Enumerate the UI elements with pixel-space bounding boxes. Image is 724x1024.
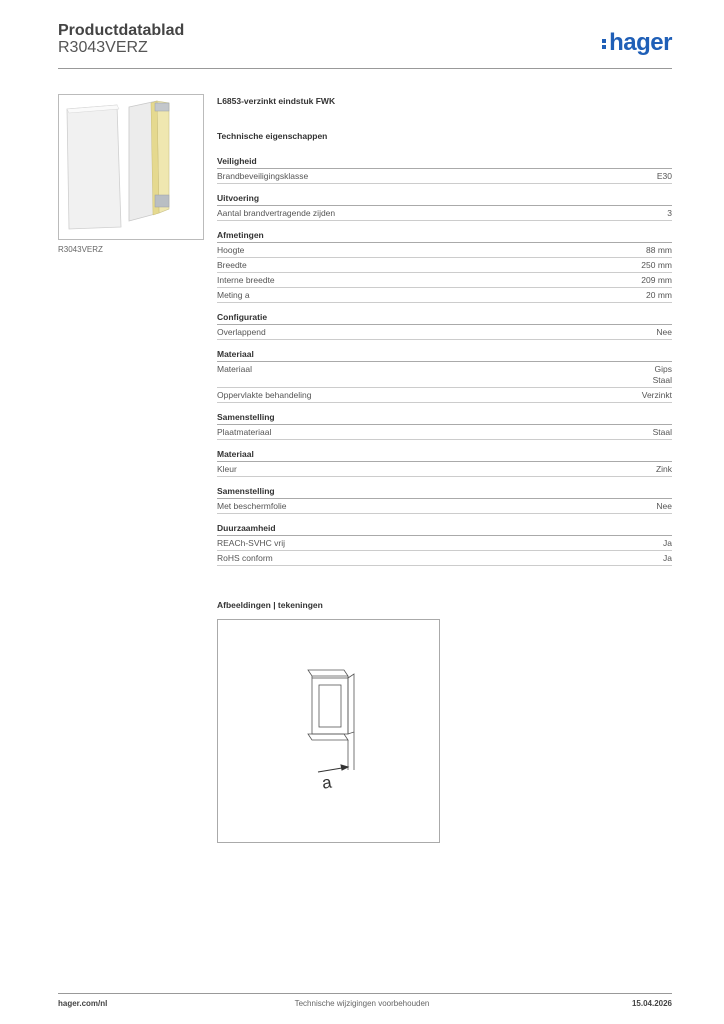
- property-label: Kleur: [217, 464, 237, 474]
- hager-logo: [602, 29, 672, 57]
- property-value-line: Nee: [656, 501, 672, 511]
- footer-website-link[interactable]: hager.com/nl: [58, 999, 108, 1008]
- property-label: Brandbeveiligingsklasse: [217, 171, 309, 181]
- property-label: Interne breedte: [217, 275, 275, 285]
- property-value-line: Staal: [652, 375, 672, 385]
- property-value-line: Gips: [654, 364, 672, 374]
- photo-caption: R3043VERZ: [58, 245, 103, 254]
- property-row: [217, 243, 672, 258]
- property-label: Breedte: [217, 260, 247, 270]
- technical-properties-heading: Technische eigenschappen: [217, 131, 328, 141]
- property-value-line: 20 mm: [646, 290, 672, 300]
- property-value-line: Ja: [663, 553, 672, 563]
- logo-dots-icon: [602, 37, 606, 51]
- property-section: [217, 156, 672, 184]
- property-row: [217, 169, 672, 184]
- property-value-line: Verzinkt: [641, 390, 672, 400]
- property-row: [217, 425, 672, 440]
- property-row: [217, 288, 672, 303]
- logo-text: hager: [609, 29, 672, 56]
- product-name: L6853-verzinkt eindstuk FWK: [217, 96, 336, 106]
- property-section: [217, 486, 672, 514]
- product-photo-image: [59, 95, 203, 239]
- product-photo: [58, 94, 204, 240]
- section-heading: Samenstelling: [217, 486, 672, 499]
- footer-date: 15.04.2026: [631, 999, 672, 1008]
- property-value-line: 3: [667, 208, 672, 218]
- property-value-line: Ja: [663, 538, 672, 548]
- header-divider: [58, 68, 672, 69]
- property-row: [217, 273, 672, 288]
- section-heading: Veiligheid: [217, 156, 672, 169]
- property-value: [663, 538, 672, 549]
- property-value: [646, 245, 672, 256]
- property-row: [217, 551, 672, 566]
- property-section: [217, 523, 672, 566]
- property-label: Overlappend: [217, 327, 266, 337]
- property-label: Oppervlakte behandeling: [217, 390, 312, 400]
- technical-drawing: [217, 619, 440, 843]
- property-value: [667, 208, 672, 219]
- property-row: [217, 462, 672, 477]
- property-value: [656, 327, 672, 338]
- property-section: [217, 312, 672, 340]
- property-value: [656, 501, 672, 512]
- property-label: Met beschermfolie: [217, 501, 287, 511]
- property-section: [217, 449, 672, 477]
- footer-disclaimer: Technische wijzigingen voorbehouden: [294, 999, 430, 1008]
- product-details: [217, 96, 672, 575]
- property-value: [641, 260, 672, 271]
- property-value: [653, 427, 672, 438]
- property-row: [217, 325, 672, 340]
- property-label: Materiaal: [217, 364, 252, 374]
- section-heading: Materiaal: [217, 349, 672, 362]
- dimension-a-label: a: [320, 772, 333, 793]
- properties-list: [217, 156, 672, 566]
- section-heading: Uitvoering: [217, 193, 672, 206]
- property-row: [217, 362, 672, 388]
- property-section: [217, 193, 672, 221]
- property-label: Meting a: [217, 290, 250, 300]
- section-heading: Samenstelling: [217, 412, 672, 425]
- section-heading: Duurzaamheid: [217, 523, 672, 536]
- property-label: Plaatmateriaal: [217, 427, 272, 437]
- property-value: [663, 553, 672, 564]
- product-reference: R3043VERZ: [58, 39, 148, 56]
- property-label: Aantal brandvertragende zijden: [217, 208, 336, 218]
- property-value: [653, 364, 672, 386]
- section-heading: Configuratie: [217, 312, 672, 325]
- property-value-line: Nee: [656, 327, 672, 337]
- page-title: Productdatablad: [58, 22, 185, 39]
- property-value-line: 88 mm: [646, 245, 672, 255]
- property-row: [217, 206, 672, 221]
- dimension-drawing: [218, 620, 439, 842]
- property-label: Hoogte: [217, 245, 245, 255]
- property-section: [217, 412, 672, 440]
- property-row: [217, 258, 672, 273]
- property-value-line: Staal: [652, 427, 672, 437]
- property-value: [646, 290, 672, 301]
- property-value: [642, 390, 672, 401]
- property-value: [657, 171, 672, 182]
- property-label: RoHS conform: [217, 553, 273, 563]
- property-value: [656, 464, 672, 475]
- property-value-line: E30: [656, 171, 672, 181]
- property-row: [217, 388, 672, 403]
- property-value: [641, 275, 672, 286]
- property-value-line: 209 mm: [641, 275, 672, 285]
- property-section: [217, 349, 672, 403]
- property-value-line: Zink: [655, 464, 672, 474]
- section-heading: Afmetingen: [217, 230, 672, 243]
- footer-divider: [58, 993, 672, 994]
- section-heading: Materiaal: [217, 449, 672, 462]
- property-row: [217, 536, 672, 551]
- drawings-heading: Afbeeldingen | tekeningen: [217, 600, 323, 610]
- property-label: REACh-SVHC vrij: [217, 538, 286, 548]
- property-section: [217, 230, 672, 303]
- property-row: [217, 499, 672, 514]
- property-value-line: 250 mm: [641, 260, 672, 270]
